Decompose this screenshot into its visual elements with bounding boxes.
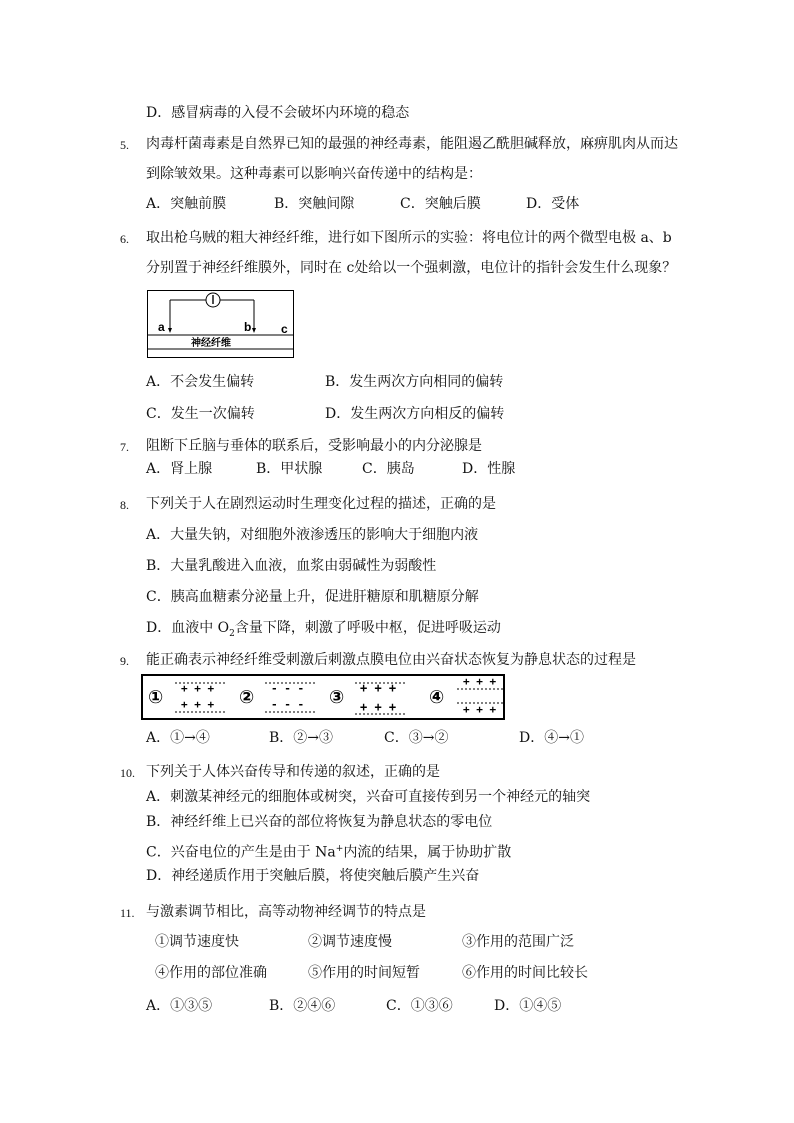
q9-option-d: D．④→① [519,730,584,746]
q10-option-b: B．神经纤维上已兴奋的部位将恢复为静息状态的零电位 [146,814,493,830]
q6-option-a: A．不会发生偏转 [146,374,255,390]
label-c: c [281,322,288,336]
q9-membrane-potential-figure [141,674,505,720]
q6-option-c: C．发生一次偏转 [146,406,255,422]
q11-statement-4: ④作用的部位准确 [155,965,267,981]
q11-statement-6: ⑥作用的时间比较长 [462,965,588,981]
diagram-2-label: ② [239,687,255,708]
q11-option-b: B．②④⑥ [269,998,336,1014]
q11-option-a: A．①③⑤ [146,998,213,1014]
q9-stem: 能正确表示神经纤维受刺激后刺激点膜电位由兴奋状态恢复为静息状态的过程是 [146,652,636,668]
q9-number: 9. [120,654,129,668]
q10-option-a: A．刺激某神经元的细胞体或树突，兴奋可直接传到另一个神经元的轴突 [146,789,591,805]
q7-number: 7. [120,440,129,454]
label-nerve-fiber: 神经纤维 [191,338,231,349]
q7-option-b: B．甲状腺 [256,461,323,477]
q11-statement-3: ③作用的范围广泛 [462,934,574,950]
q10-option-c: C．兴奋电位的产生是由于 Na+内流的结果，属于协助扩散 [146,844,512,861]
q8-stem: 下列关于人在剧烈运动时生理变化过程的描述，正确的是 [146,496,496,512]
q7-option-a: A．肾上腺 [146,461,213,477]
q11-option-d: D．①④⑤ [494,998,562,1014]
label-b: b [244,320,252,334]
diagram-3-label: ③ [329,687,345,708]
q11-stem: 与激素调节相比，高等动物神经调节的特点是 [146,904,426,920]
diagram-3-top-charges: + + + [360,681,397,695]
q10-stem: 下列关于人体兴奋传导和传递的叙述，正确的是 [146,764,440,780]
q5-option-c: C．突触后膜 [400,196,481,212]
label-a: a [158,320,165,334]
q6-option-d: D．发生两次方向相反的偏转 [325,406,505,422]
q6-stem-line2: 分别置于神经纤维膜外，同时在 c处给以一个强刺激，电位计的指针会发生什么现象？ [146,260,677,276]
diagram-4-label: ④ [429,687,445,708]
q9-option-a: A．①→④ [146,730,210,746]
q5-stem-line2: 到除皱效果。这种毒素可以影响兴奋传递中的结构是： [146,166,482,182]
diagram-1-label: ① [148,687,164,708]
q5-option-d: D．受体 [526,196,580,212]
q7-option-c: C．胰岛 [362,461,415,477]
q8-option-c: C．胰高血糖素分泌量上升，促进肝糖原和肌糖原分解 [146,589,479,605]
q11-statement-1: ①调节速度快 [155,934,239,950]
q5-number: 5. [120,138,129,152]
q10-option-d: D．神经递质作用于突触后膜，将使突触后膜产生兴奋 [146,868,480,884]
q7-option-d: D．性腺 [462,461,516,477]
q6-number: 6. [120,232,129,246]
diagram-4-top-charges: + + + [463,675,497,688]
q7-stem: 阻断下丘脑与垂体的联系后，受影响最小的内分泌腺是 [146,438,482,454]
q11-statement-2: ②调节速度慢 [308,934,392,950]
q4-option-d: D．感冒病毒的入侵不会破坏内环境的稳态 [146,105,410,121]
q5-option-a: A．突触前膜 [146,196,227,212]
q5-option-b: B．突触间隙 [274,196,355,212]
diagram-1-top-charges: + + + [181,682,215,695]
q6-nerve-fiber-figure [147,290,295,358]
q9-option-c: C．③→② [384,730,449,746]
diagram-2-bottom-charges: - - - [271,698,305,711]
diagram-1-bottom-charges: + + + [181,698,215,711]
q9-option-b: B．②→③ [269,730,334,746]
q10-number: 10. [120,766,135,780]
q8-option-d: D．血液中 $O_2$含量下降，刺激了呼吸中枢，促进呼吸运动 [146,620,501,639]
diagram-2-top-charges: - - - [271,682,305,695]
q6-stem-line1: 取出枪乌贼的粗大神经纤维，进行如下图所示的实验：将电位计的两个微型电极 a、b [146,230,672,246]
q8-option-a: A．大量失钠，对细胞外液渗透压的影响大于细胞内液 [146,527,479,543]
q11-option-c: C．①③⑥ [386,998,453,1014]
diagram-4-bottom-charges: + + + [463,703,497,716]
q8-number: 8. [120,498,129,512]
q8-option-b: B．大量乳酸进入血液，血浆由弱碱性为弱酸性 [146,558,437,574]
q5-stem-line1: 肉毒杆菌毒素是自然界已知的最强的神经毒素，能阻遏乙酰胆碱释放，麻痹肌肉从而达 [146,136,678,152]
q6-option-b: B．发生两次方向相同的偏转 [325,374,504,390]
diagram-3-bottom-charges: + + + [360,700,397,714]
q11-number: 11. [120,906,135,920]
q11-statement-5: ⑤作用的时间短暂 [308,965,420,981]
